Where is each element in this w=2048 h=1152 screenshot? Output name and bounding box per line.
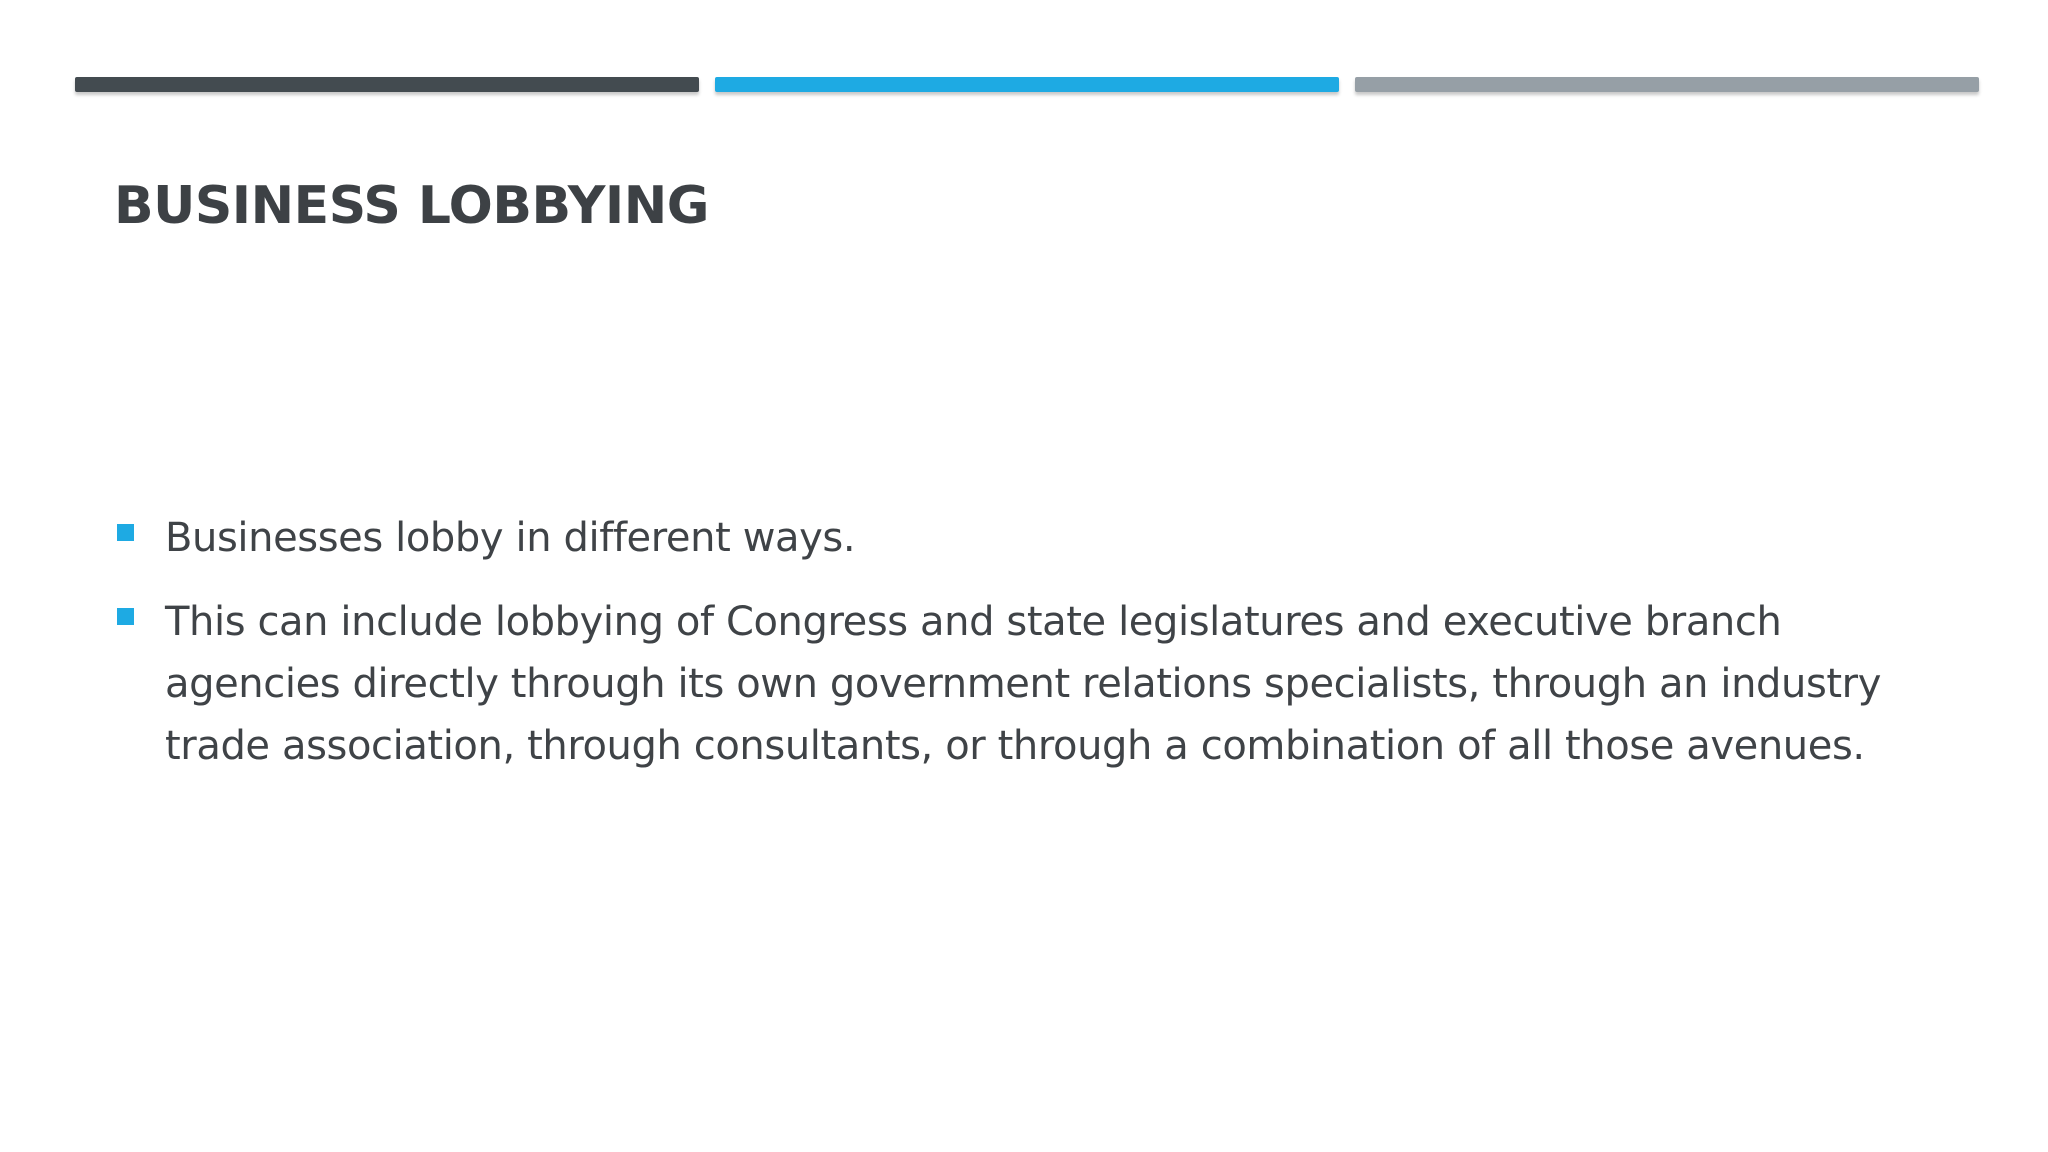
accent-bar-blue [715,77,1339,92]
accent-bar-gray [1355,77,1979,92]
square-bullet-icon [117,524,134,541]
bullet-item [114,591,1944,777]
bullet-text: This can include lobbying of Congress and state legislatures and executive branch agencies directly through its own government relations specialists, through an industry trade association, through consultants, or through a combination of all those avenues. [165,599,1882,769]
accent-bar-dark [75,77,699,92]
square-bullet-icon [117,608,134,625]
bullet-list [114,507,1944,799]
bullet-item [114,507,1944,569]
slide-title: BUSINESS LOBBYING [114,176,709,236]
bullet-text: Businesses lobby in different ways. [165,515,856,561]
